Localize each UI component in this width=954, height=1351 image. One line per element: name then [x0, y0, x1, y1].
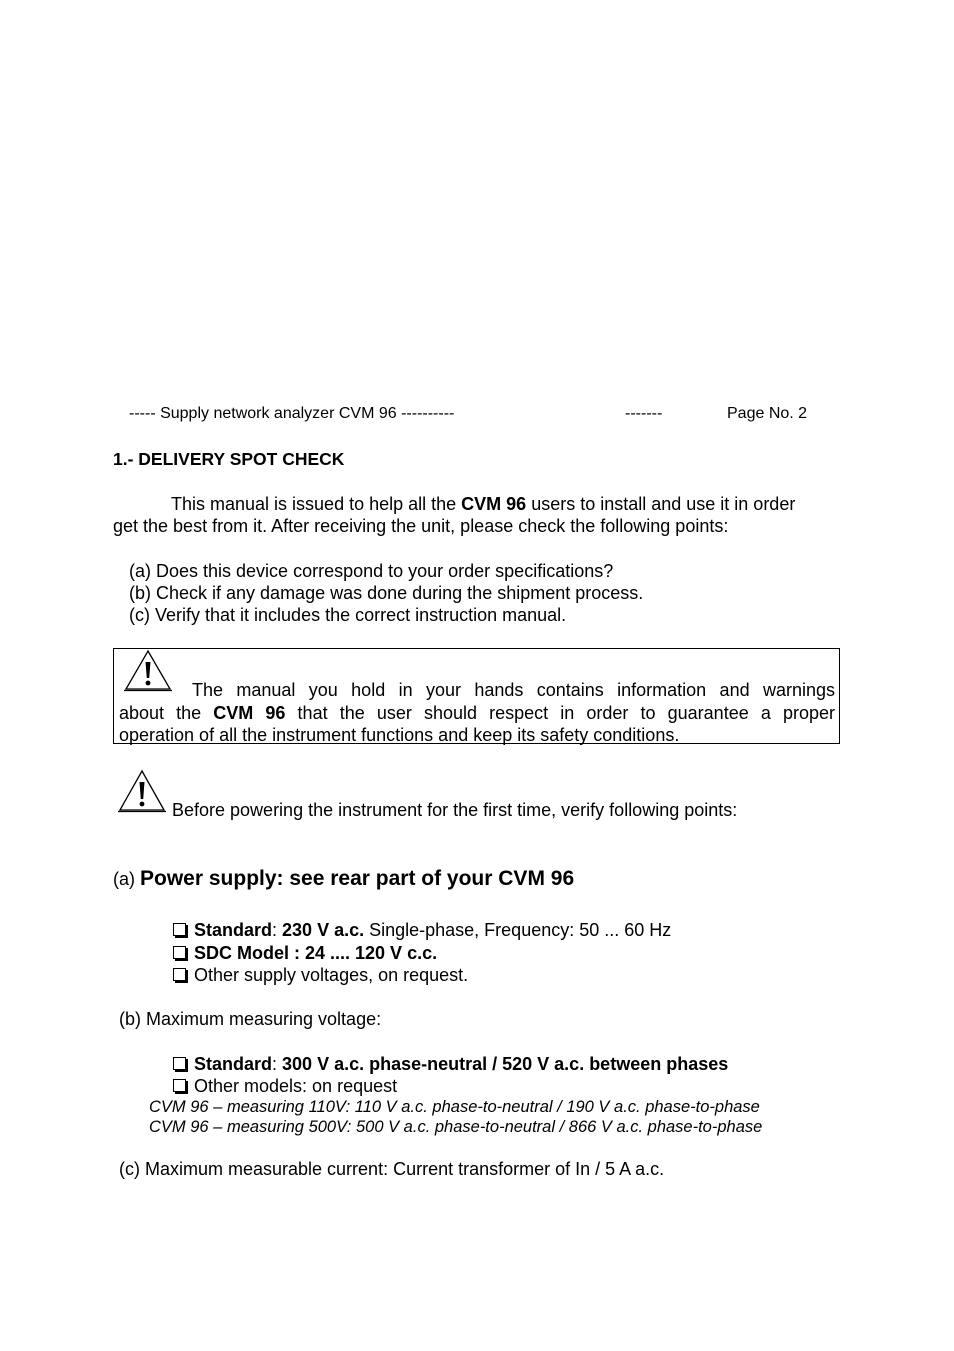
power-item-other	[173, 965, 468, 986]
voltage-item-other	[173, 1076, 397, 1097]
intro-product-name: CVM 96	[461, 494, 527, 514]
voltage-heading: (b) Maximum measuring voltage:	[119, 1009, 382, 1029]
intro-line-1	[171, 494, 795, 515]
intro-line-2: get the best from it. After receiving the unit, please check the following points:	[113, 516, 729, 536]
power-supply-prefix: (a)	[113, 869, 140, 889]
voltage-item-standard	[173, 1054, 728, 1075]
checkbox-icon	[173, 968, 186, 981]
voltage-item-standard-sep: :	[272, 1054, 283, 1074]
power-item-standard-label: Standard	[194, 920, 273, 940]
warning-box-line-1: The manual you hold in your hands contains information and warnings	[192, 680, 835, 700]
intro-line-1-post: users to install and use it in order	[526, 494, 796, 514]
page-number: Page No. 2	[727, 405, 808, 422]
current-text: (c) Maximum measurable current: Current transformer of In / 5 A a.c.	[119, 1159, 665, 1179]
checkbox-icon	[173, 1057, 186, 1070]
section-title: 1.- DELIVERY SPOT CHECK	[113, 449, 345, 469]
power-item-sdc-label: SDC Model : 24 .... 120 V c.c.	[194, 943, 438, 963]
voltage-note-500v: CVM 96 – measuring 500V: 500 V a.c. phase-to-neutral / 866 V a.c. phase-to-phase	[149, 1118, 763, 1136]
warning-box-line-2-pre: about the	[119, 703, 214, 723]
voltage-item-other-text: Other models: on request	[194, 1076, 398, 1096]
check-item-a: (a) Does this device correspond to your order specifications?	[129, 561, 614, 581]
warning-box-product-name: CVM 96	[213, 703, 286, 723]
power-item-other-text: Other supply voltages, on request.	[194, 965, 469, 985]
power-item-standard	[173, 920, 671, 941]
warning-triangle-icon	[116, 768, 168, 814]
voltage-item-standard-label: Standard	[194, 1054, 273, 1074]
power-item-standard-sep: :	[272, 920, 283, 940]
check-item-b: (b) Check if any damage was done during the shipment process.	[129, 583, 644, 603]
checkbox-icon	[173, 1079, 186, 1092]
checkbox-icon	[173, 946, 186, 959]
power-supply-title: Power supply: see rear part of your CVM 96	[140, 867, 575, 890]
warning-triangle-icon	[122, 648, 174, 692]
power-warning-text: Before powering the instrument for the first time, verify following points:	[172, 800, 738, 820]
voltage-note-110v: CVM 96 – measuring 110V: 110 V a.c. phase-to-neutral / 190 V a.c. phase-to-phase	[149, 1098, 760, 1116]
voltage-item-standard-value: 300 V a.c. phase-neutral / 520 V a.c. between phases	[282, 1054, 729, 1074]
power-item-standard-rest: Single-phase, Frequency: 50 ... 60 Hz	[364, 920, 672, 940]
power-item-standard-voltage: 230 V a.c.	[282, 920, 365, 940]
check-item-c: (c) Verify that it includes the correct instruction manual.	[129, 605, 567, 625]
checkbox-icon	[173, 923, 186, 936]
power-supply-heading	[113, 867, 574, 891]
header-left: ----- Supply network analyzer CVM 96 ----------	[129, 405, 455, 422]
warning-box-line-2-post: that the user should respect in order to guarantee a proper	[285, 703, 835, 723]
warning-box-line-2	[119, 703, 835, 724]
header-middle: -------	[625, 405, 663, 422]
intro-line-1-pre: This manual is issued to help all the	[171, 494, 462, 514]
warning-box-line-3: operation of all the instrument functions and keep its safety conditions.	[119, 725, 680, 745]
power-item-sdc	[173, 943, 437, 964]
